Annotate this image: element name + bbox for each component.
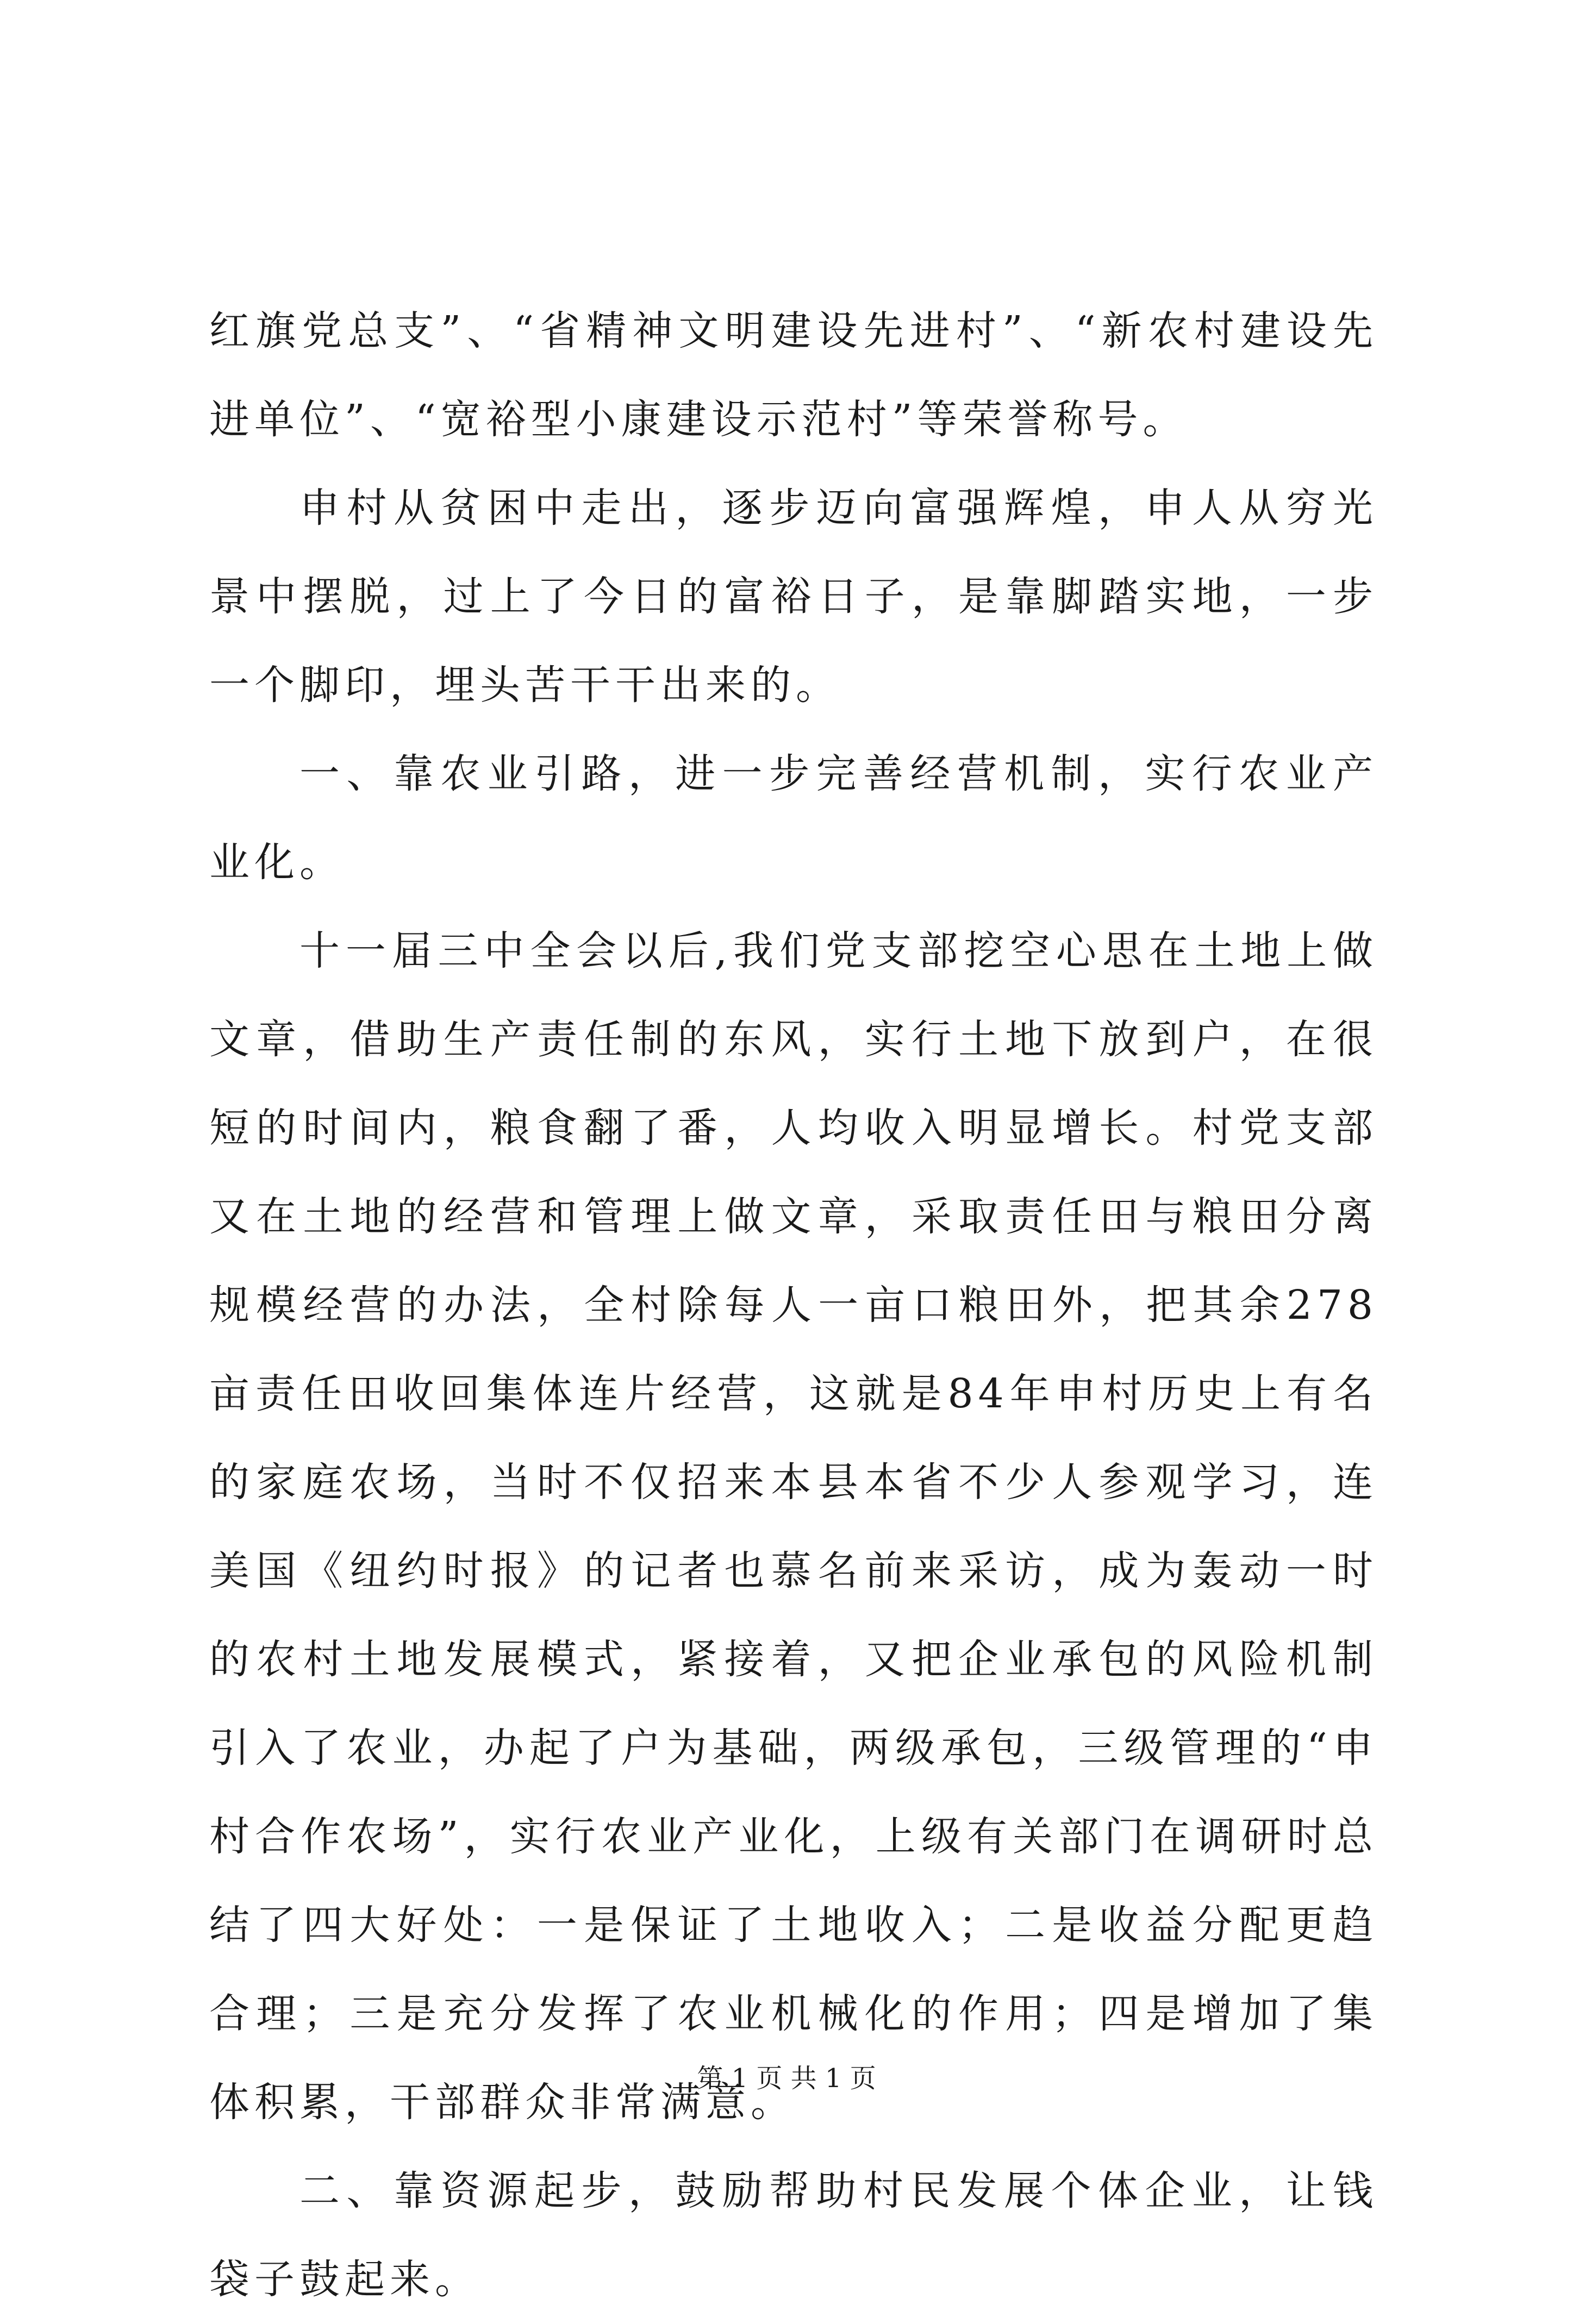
section-heading-agriculture: 一、靠农业引路，进一步完善经营机制，实行农业产业化。 [209,750,1378,886]
paragraph-honors: 红旗党总支”、“省精神文明建设先进村”、“新农村建设先进单位”、“宽裕型小康建设示范村”等荣誉称号。 [209,308,1378,443]
section-heading-resources: 二、靠资源起步，鼓励帮助村民发展个体企业，让钱袋子鼓起来。 [209,2168,1378,2303]
document-body [209,287,1378,2324]
page-number-footer: 第 1 页 共 1 页 [697,2063,876,2094]
paragraph-intro: 申村从贫困中走出，逐步迈向富强辉煌，申人从穷光景中摆脱，过上了今日的富裕日子，是靠脚踏实地，一步一个脚印，埋头苦干干出来的。 [209,485,1378,709]
paragraph-agriculture: 十一届三中全会以后,我们党支部挖空心思在土地上做文章，借助生产责任制的东风，实行土地下放到户，在很短的时间内，粮食翻了番，人均收入明显增长。村党支部又在土地的经营和管理上做文章，采取责任田与粮田分离规模经营的办法，全村除每人一亩口粮田外，把其余278亩责任田收回集体连片经营，这就是84年申村历史上有名的家庭农场，当时不仅招来本县本省不少人参观学习，连美国《纽约时报》的记者也慕名前来采访，成为轰动一时的农村土地发展模式，紧接着，又把企业承包的风险机制引入了农业，办起了户为基础，两级承包，三级管理的“申村合作农场”，实行农业产业化，上级有关部门在调研时总结了四大好处：一是保证了土地收入；二是收益分配更趋合理；三是充分发挥了农业机械化的作用；四是增加了集体积累，干部群众非常满意。 [209,928,1378,2126]
